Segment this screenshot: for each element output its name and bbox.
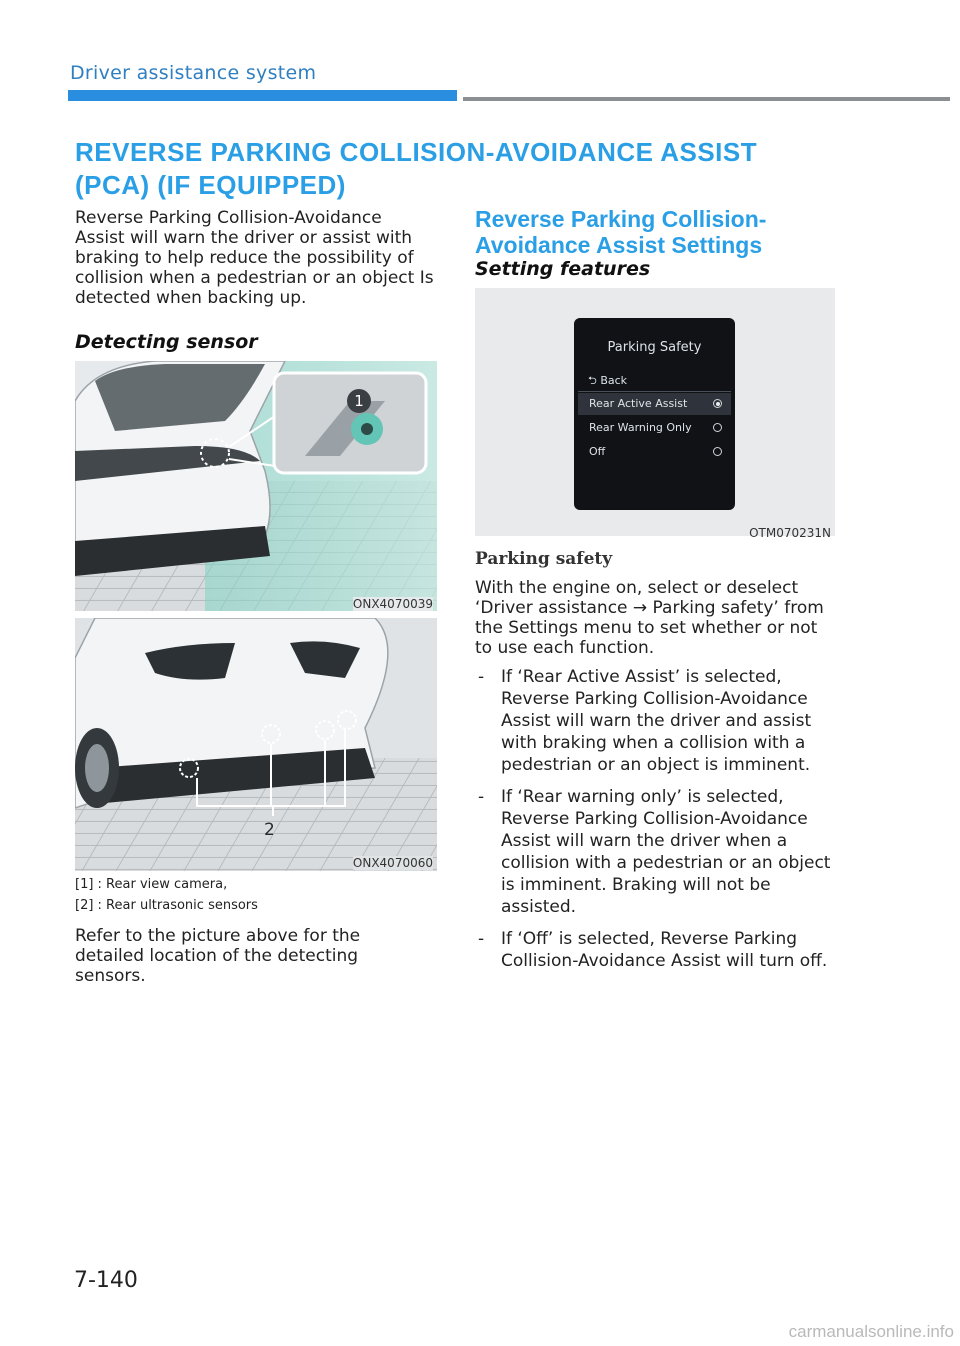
screen-divider xyxy=(578,391,731,392)
option-label: Off xyxy=(589,445,606,458)
bullet-rear-active-assist: - If ‘Rear Active Assist’ is selected, Reverse Parking Collision-Avoidance Assist will warn the driver and assist with braking when a collision with a pedestrian or an object is imminent. xyxy=(478,667,812,775)
header-bar-gray xyxy=(463,97,950,101)
option-rear-warning-only[interactable] xyxy=(578,417,731,439)
page-title: REVERSE PARKING COLLISION-AVOIDANCE ASSIST (PCA) (IF EQUIPPED) xyxy=(75,137,758,200)
rear-camera-figure xyxy=(75,361,437,611)
option-rear-active-assist[interactable] xyxy=(578,393,731,415)
radio-empty-icon xyxy=(713,423,722,432)
back-label: Back xyxy=(600,374,628,387)
settings-body: With the engine on, select or deselect ‘Driver assistance → Parking safety’ from the Settings menu to set whether or not to use each function. xyxy=(475,578,824,658)
callout-1: 1 xyxy=(347,389,371,413)
figure-code-3: OTM070231N xyxy=(749,526,831,540)
caption-camera: [1] : Rear view camera, xyxy=(75,877,228,892)
page-number: 7-140 xyxy=(74,1268,138,1293)
option-label: Rear Warning Only xyxy=(589,421,692,434)
section-header: Driver assistance system xyxy=(70,62,317,84)
ultrasonic-sensors-illustration xyxy=(75,618,437,871)
settings-bullet-list xyxy=(475,666,837,982)
bullet-off: - If ‘Off’ is selected, Reverse Parking Collision-Avoidance Assist will turn off. xyxy=(478,929,828,971)
refer-paragraph: Refer to the picture above for the detailed location of the detecting sensors. xyxy=(75,926,361,986)
figure-code-1: ONX4070039 xyxy=(352,597,433,611)
rear-camera-illustration xyxy=(75,361,437,611)
parking-safety-screen xyxy=(574,318,735,510)
screen-title: Parking Safety xyxy=(607,340,702,355)
back-item[interactable] xyxy=(588,372,627,391)
radio-selected-icon xyxy=(713,399,722,408)
radio-empty-icon xyxy=(713,447,722,456)
caption-sensors: [2] : Rear ultrasonic sensors xyxy=(75,898,258,913)
header-bar-blue xyxy=(68,90,457,101)
back-arrow-icon: ⮌ xyxy=(588,374,597,387)
figure-code-2: ONX4070060 xyxy=(352,856,433,870)
ultrasonic-sensors-figure xyxy=(75,618,437,871)
detecting-sensor-heading: Detecting sensor xyxy=(75,331,258,353)
settings-heading: Reverse Parking Collision-Avoidance Assist Settings xyxy=(475,206,767,258)
watermark: carmanualsonline.info xyxy=(788,1322,954,1341)
parking-safety-heading: Parking safety xyxy=(475,549,613,569)
bullet-rear-warning-only: - If ‘Rear warning only’ is selected, Reverse Parking Collision-Avoidance Assist will warn the driver when a collision with a pedestrian or an object is imminent. Braking will not be assisted. xyxy=(478,787,831,917)
setting-features-heading: Setting features xyxy=(475,258,651,280)
intro-paragraph: Reverse Parking Collision-Avoidance Assist will warn the driver or assist with braking to help reduce the possibility of collision when a pedestrian or an object Is detected when backing up. xyxy=(75,208,434,308)
callout-2: 2 xyxy=(264,820,275,840)
option-off[interactable] xyxy=(578,441,731,463)
option-label: Rear Active Assist xyxy=(589,397,688,410)
